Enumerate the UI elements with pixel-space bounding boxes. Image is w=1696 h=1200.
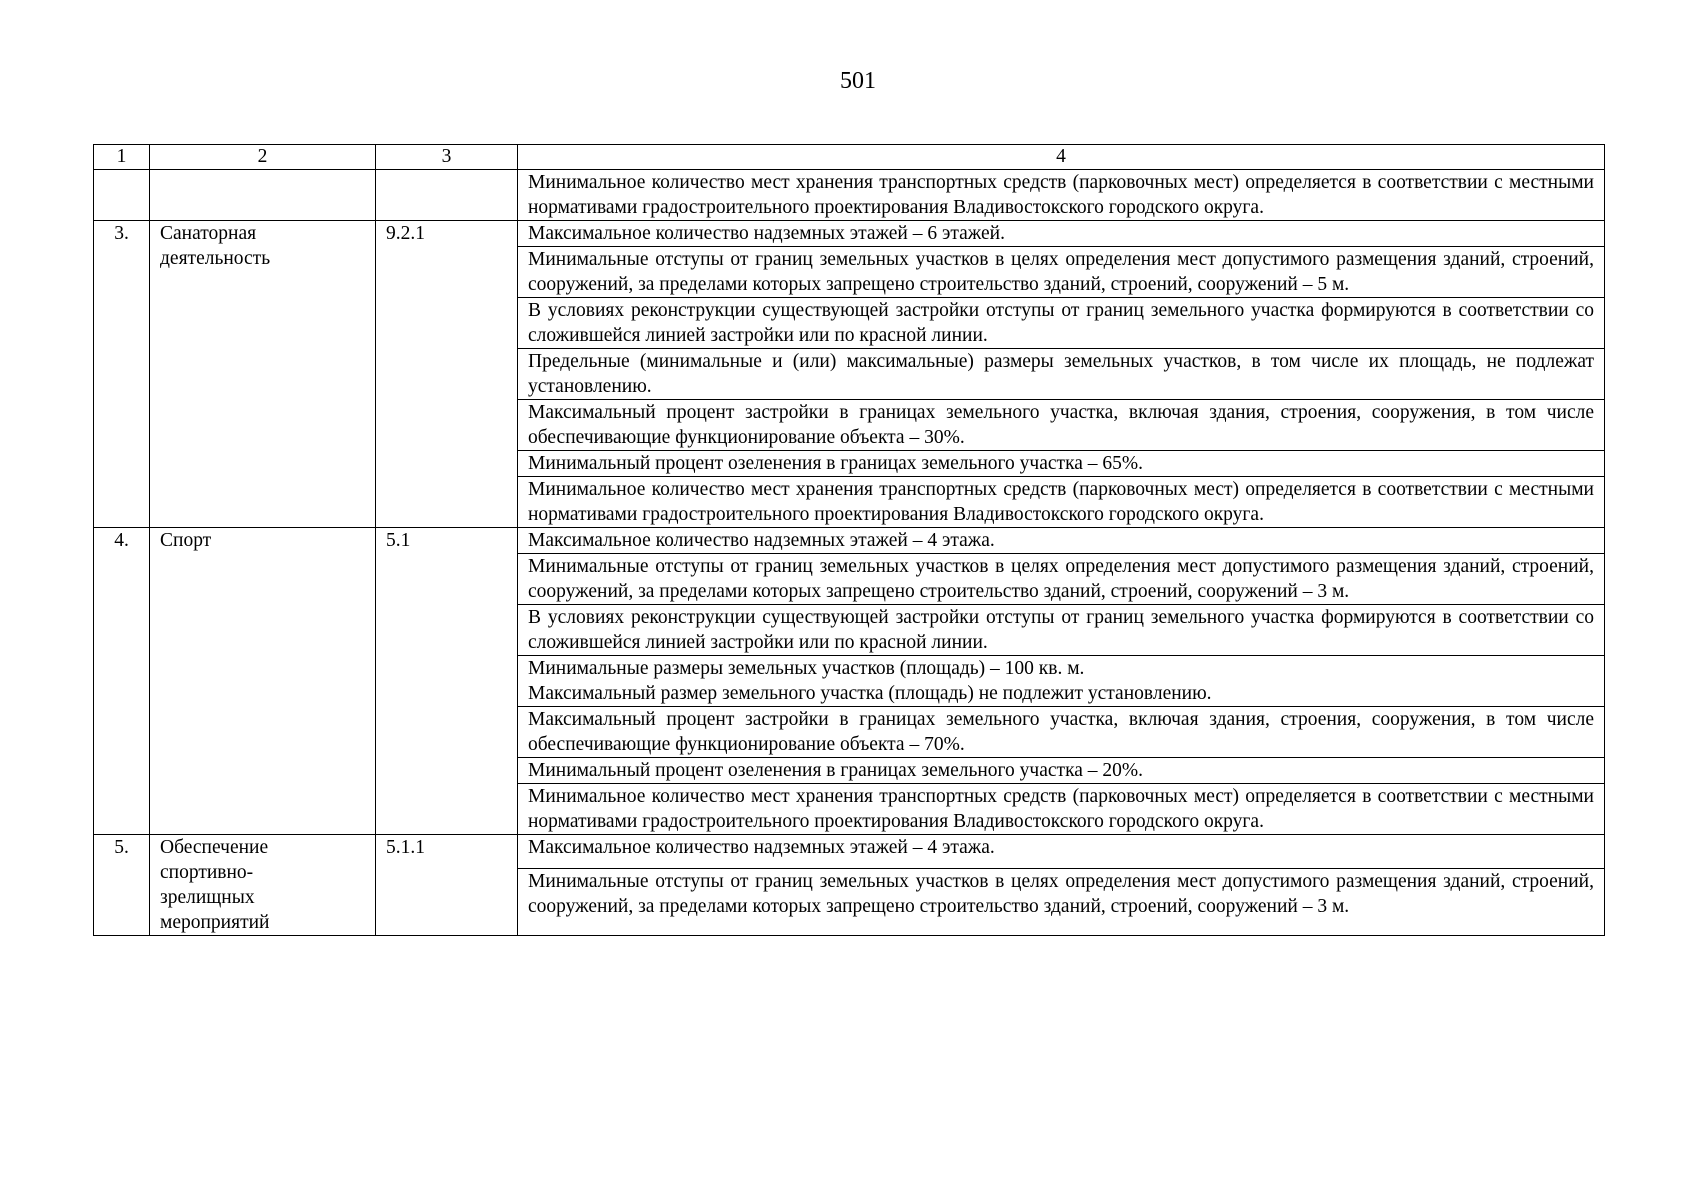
requirement-cell: Предельные (минимальные и (или) максимальные) размеры земельных участков, в том числе их площадь, не подлежат установлению. xyxy=(518,349,1605,400)
continuation-num-cell xyxy=(94,170,150,221)
continuation-code-cell xyxy=(376,170,518,221)
requirement-cell: Минимальное количество мест хранения транспортных средств (парковочных мест) определяется в соответствии с местными нормативами градостроительного проектирования Владивостокского городского округа. xyxy=(518,784,1605,835)
header-col-2: 2 xyxy=(150,145,376,170)
use-name-cell: Санаторная деятельность xyxy=(150,221,376,528)
requirement-cell: Максимальное количество надземных этажей – 6 этажей. xyxy=(518,221,1605,247)
requirement-cell: Минимальное количество мест хранения транспортных средств (парковочных мест) определяется в соответствии с местными нормативами градостроительного проектирования Владивостокского городского округа. xyxy=(518,170,1605,221)
requirement-cell: Максимальный процент застройки в границах земельного участка, включая здания, строения, сооружения, в том числе обеспечивающие функционирование объекта – 30%. xyxy=(518,400,1605,451)
use-name-cell: Спорт xyxy=(150,528,376,835)
requirement-cell: В условиях реконструкции существующей застройки отступы от границ земельного участка формируются в соответствии со сложившейся линией застройки или по красной линии. xyxy=(518,298,1605,349)
requirement-cell: В условиях реконструкции существующей застройки отступы от границ земельного участка формируются в соответствии со сложившейся линией застройки или по красной линии. xyxy=(518,605,1605,656)
row-number-cell: 4. xyxy=(94,528,150,835)
use-name-line: зрелищных xyxy=(160,887,255,908)
continuation-row xyxy=(94,170,1605,221)
use-name-line: мероприятий xyxy=(160,912,270,933)
header-col-4: 4 xyxy=(518,145,1605,170)
requirement-cell: Максимальное количество надземных этажей – 4 этажа. xyxy=(518,835,1605,869)
continuation-name-cell xyxy=(150,170,376,221)
header-col-3: 3 xyxy=(376,145,518,170)
requirement-cell: Минимальные отступы от границ земельных участков в целях определения мест допустимого размещения зданий, строений, сооружений, за пределами которых запрещено строительство зданий, строений, сооружений – 3 м. xyxy=(518,869,1605,936)
requirement-line: Максимальный размер земельного участка (площадь) не подлежит установлению. xyxy=(528,683,1212,704)
page-number: 501 xyxy=(840,68,876,94)
use-code-cell: 9.2.1 xyxy=(376,221,518,528)
table-header-row xyxy=(94,145,1605,170)
row-number-cell: 5. xyxy=(94,835,150,936)
requirement-cell: Минимальные отступы от границ земельных участков в целях определения мест допустимого размещения зданий, строений, сооружений, за пределами которых запрещено строительство зданий, строений, сооружений – 5 м. xyxy=(518,247,1605,298)
requirement-cell xyxy=(518,656,1605,707)
use-code-cell: 5.1 xyxy=(376,528,518,835)
requirement-cell: Минимальный процент озеленения в границах земельного участка – 65%. xyxy=(518,451,1605,477)
requirement-cell: Максимальное количество надземных этажей – 4 этажа. xyxy=(518,528,1605,554)
requirement-line: Минимальные размеры земельных участков (площадь) – 100 кв. м. xyxy=(528,658,1085,679)
use-name-line: Обеспечение xyxy=(160,837,269,858)
regulations-table xyxy=(93,144,1605,936)
table-row xyxy=(94,528,1605,554)
header-col-1: 1 xyxy=(94,145,150,170)
use-code-cell: 5.1.1 xyxy=(376,835,518,936)
use-name-cell xyxy=(150,835,376,936)
requirement-cell: Минимальное количество мест хранения транспортных средств (парковочных мест) определяется в соответствии с местными нормативами градостроительного проектирования Владивостокского городского округа. xyxy=(518,477,1605,528)
row-number-cell: 3. xyxy=(94,221,150,528)
table-row xyxy=(94,835,1605,869)
requirement-cell: Максимальный процент застройки в границах земельного участка, включая здания, строения, сооружения, в том числе обеспечивающие функционирование объекта – 70%. xyxy=(518,707,1605,758)
requirement-cell: Минимальные отступы от границ земельных участков в целях определения мест допустимого размещения зданий, строений, сооружений, за пределами которых запрещено строительство зданий, строений, сооружений – 3 м. xyxy=(518,554,1605,605)
requirement-cell: Минимальный процент озеленения в границах земельного участка – 20%. xyxy=(518,758,1605,784)
table-row xyxy=(94,221,1605,247)
use-name-line: спортивно- xyxy=(160,862,254,883)
